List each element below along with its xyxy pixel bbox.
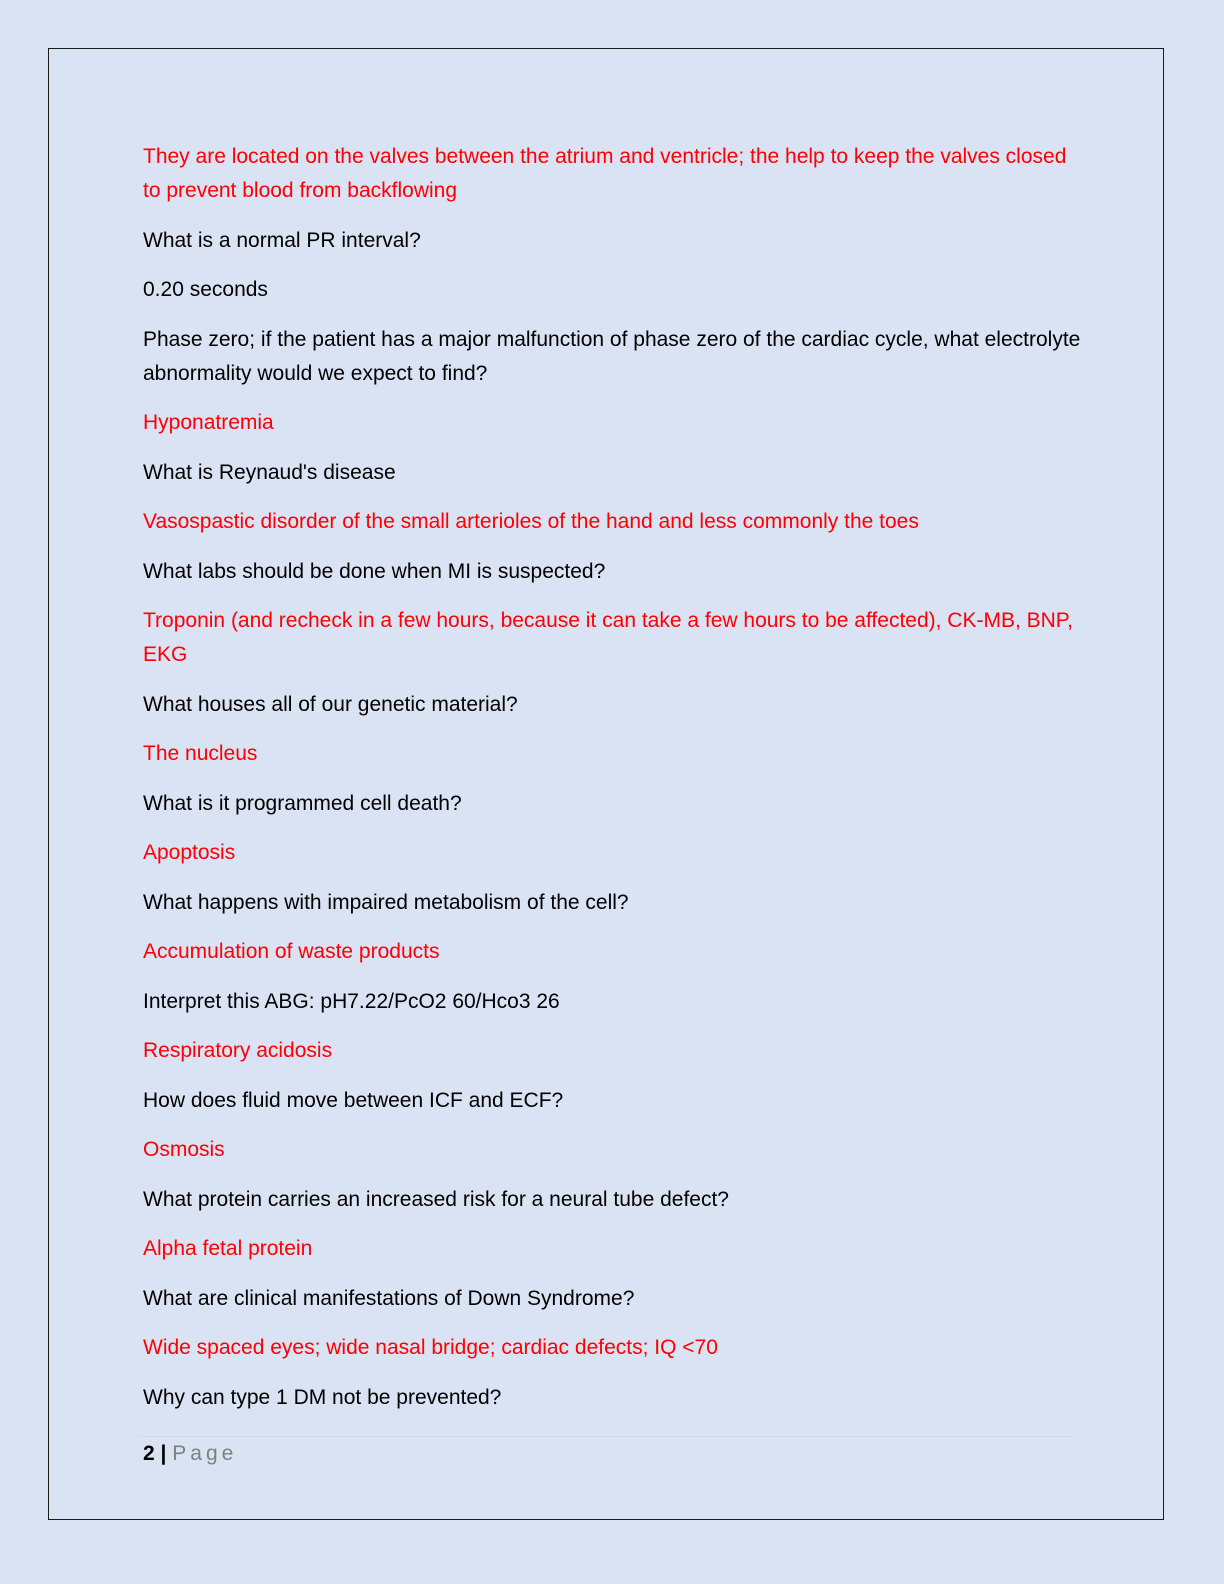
answer-text: Troponin (and recheck in a few hours, because it can take a few hours to be affected), CK-MB, BNP, EKG xyxy=(143,609,1073,666)
document-body xyxy=(143,140,1083,1430)
answer-text: Wide spaced eyes; wide nasal bridge; cardiac defects; IQ <70 xyxy=(143,1336,718,1359)
question-text: What is Reynaud's disease xyxy=(143,460,396,484)
question-text: Why can type 1 DM not be prevented? xyxy=(143,1385,502,1409)
answer-text: Apoptosis xyxy=(143,841,236,864)
answer-text: Osmosis xyxy=(143,1138,225,1161)
page-footer xyxy=(143,1440,237,1468)
question-text: What labs should be done when MI is suspected? xyxy=(143,559,606,583)
page-number: 2 xyxy=(143,1442,155,1465)
answer-text: Accumulation of waste products xyxy=(143,940,440,963)
footer-divider xyxy=(140,1436,1074,1437)
page-label: Page xyxy=(172,1442,238,1465)
question-text: What houses all of our genetic material? xyxy=(143,692,518,716)
answer-text: Vasospastic disorder of the small arterioles of the hand and less commonly the toes xyxy=(143,510,919,533)
question-text: What is it programmed cell death? xyxy=(143,791,462,815)
question-text: 0.20 seconds xyxy=(143,278,268,301)
question-text: What is a normal PR interval? xyxy=(143,228,421,252)
question-text: What protein carries an increased risk for a neural tube defect? xyxy=(143,1187,729,1211)
question-text: Phase zero; if the patient has a major malfunction of phase zero of the cardiac cycle, what electrolyte abnormality would we expect to find? xyxy=(143,327,1081,385)
question-text: What are clinical manifestations of Down Syndrome? xyxy=(143,1286,635,1310)
answer-text: Alpha fetal protein xyxy=(143,1237,313,1260)
answer-text: They are located on the valves between the atrium and ventricle; the help to keep the valves closed to prevent blood from backflowing xyxy=(143,145,1067,202)
question-text: Interpret this ABG: pH7.22/PcO2 60/Hco3 26 xyxy=(143,989,560,1013)
footer-separator: | xyxy=(160,1442,167,1465)
answer-text: The nucleus xyxy=(143,742,258,765)
answer-text: Hyponatremia xyxy=(143,411,274,434)
answer-text: Respiratory acidosis xyxy=(143,1039,333,1062)
question-text: What happens with impaired metabolism of the cell? xyxy=(143,890,629,914)
question-text: How does fluid move between ICF and ECF? xyxy=(143,1088,564,1112)
